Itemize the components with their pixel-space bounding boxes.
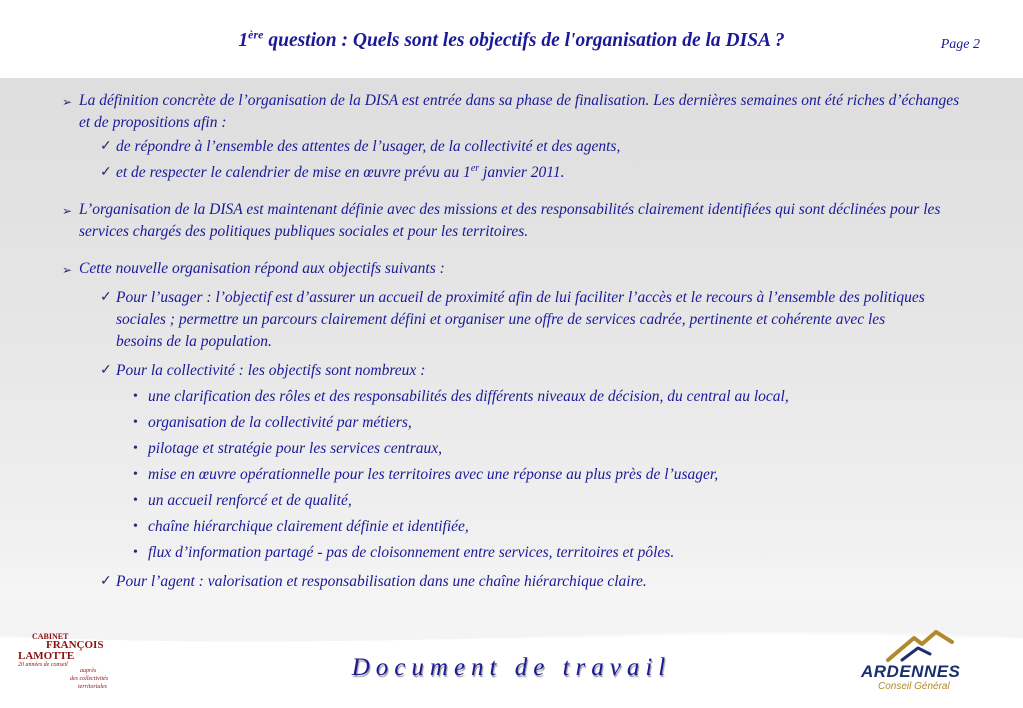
dot-bullet-icon: • <box>133 519 138 534</box>
checkmark-icon: ✓ <box>100 165 112 180</box>
arrow-bullet-icon: ➢ <box>62 95 73 109</box>
dot-bullet-icon: • <box>133 467 138 482</box>
checkmark-icon: ✓ <box>100 574 112 589</box>
dot-bullet-icon: • <box>133 441 138 456</box>
paragraph-2: ➢ L’organisation de la DISA est maintenant définie avec des missions et des responsabilités clairement identifiées qui sont déclinées pour les services chargés des politiques publiques sociales et pour les territoires. <box>62 201 941 240</box>
page-number: Page 2 <box>940 37 980 52</box>
sub-list-item: • une clarification des rôles et des responsabilités des différents niveaux de décision, du central au local, <box>0 386 1023 408</box>
list-item: ✓ et de respecter le calendrier de mise en œuvre prévu au 1er janvier 2011. <box>0 162 1023 184</box>
paragraph-1: ➢ La définition concrète de l’organisation de la DISA est entrée dans sa phase de finalisation. Les dernières semaines ont été riches d’échanges et de propositions afin : <box>62 92 960 131</box>
sub-list-item: • mise en œuvre opérationnelle pour les territoires avec une réponse au plus près de l’usager, <box>0 464 1023 486</box>
sub-list-item: • pilotage et stratégie pour les services centraux, <box>0 438 1023 460</box>
header <box>0 0 1023 78</box>
list-item: ✓ de répondre à l’ensemble des attentes de l’usager, de la collectivité et des agents, <box>0 136 1023 158</box>
main-content <box>0 90 1023 593</box>
arrow-bullet-icon: ➢ <box>62 263 73 277</box>
sub-list-item: • chaîne hiérarchique clairement définie et identifiée, <box>0 516 1023 538</box>
ardennes-emblem-icon <box>856 624 980 664</box>
arrow-bullet-icon: ➢ <box>62 204 73 218</box>
document-de-travail-label: Document de travail <box>351 654 672 681</box>
list-item: ✓ Pour l’usager : l’objectif est d’assurer un accueil de proximité afin de lui faciliter l’accès et le recours à l’ensemble des politiques sociales ; permettre un parcours clairement défini et organiser une offre de services cadrée, pertinente et cohérente avec les besoins de la population. <box>100 289 925 350</box>
list-item: ✓ Pour l’agent : valorisation et responsabilisation dans une chaîne hiérarchique claire. <box>0 571 1023 593</box>
sub-list-item: • flux d’information partagé - pas de cloisonnement entre services, territoires et pôles. <box>0 542 1023 564</box>
sub-list-item: • un accueil renforcé et de qualité, <box>0 490 1023 512</box>
sub-list-item: • organisation de la collectivité par métiers, <box>0 412 1023 434</box>
list-item: ✓ Pour la collectivité : les objectifs sont nombreux : <box>0 360 1023 382</box>
checkmark-icon: ✓ <box>100 290 112 305</box>
cabinet-lamotte-logo: CABINET FRANÇOIS LAMOTTE 20 années de conseil auprès des collectivités territoriales <box>18 632 109 690</box>
dot-bullet-icon: • <box>133 493 138 508</box>
checkmark-icon: ✓ <box>100 363 112 378</box>
ardennes-logo: ARDENNES Conseil Général <box>856 624 980 700</box>
dot-bullet-icon: • <box>133 545 138 560</box>
dot-bullet-icon: • <box>133 415 138 430</box>
checkmark-icon: ✓ <box>100 139 112 154</box>
paragraph-3: ➢ Cette nouvelle organisation répond aux objectifs suivants : <box>0 258 1023 280</box>
page-title: 1ère question : Quels sont les objectifs de l'organisation de la DISA ? <box>238 27 785 51</box>
dot-bullet-icon: • <box>133 389 138 404</box>
